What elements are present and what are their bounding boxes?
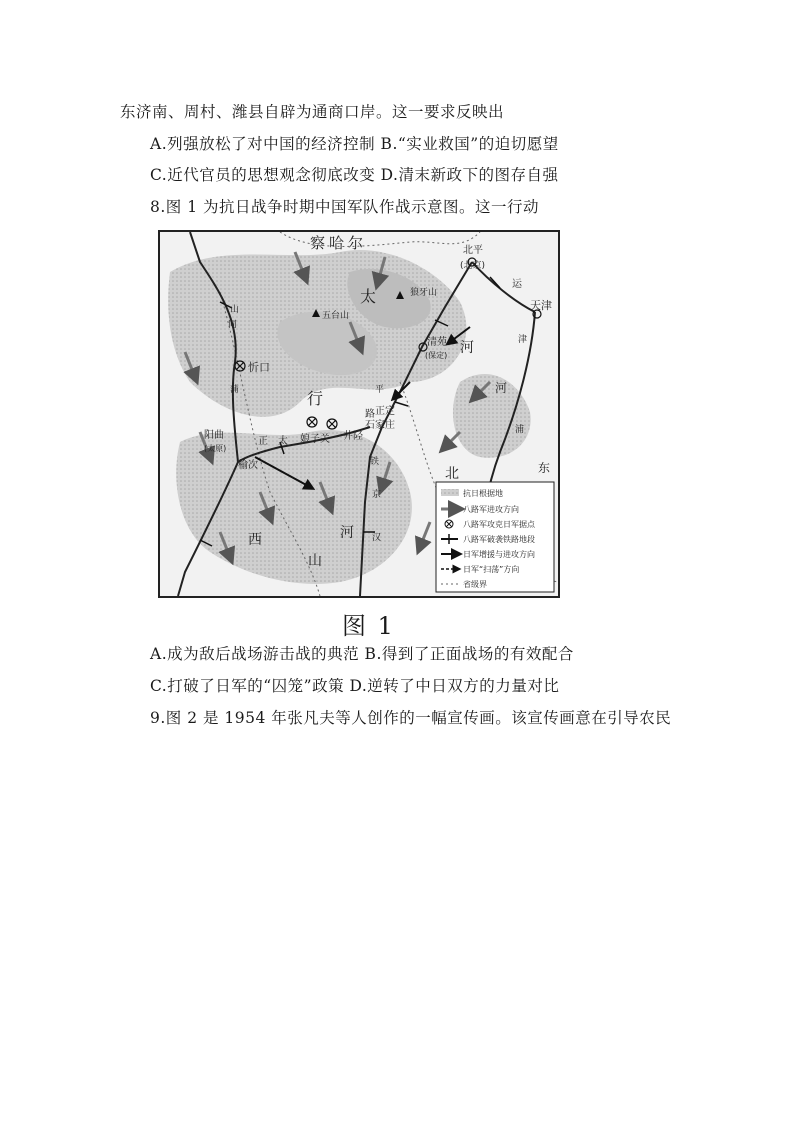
svg-text:省级界: 省级界: [463, 580, 487, 589]
label-ping: 平: [375, 385, 385, 395]
label-xinkou: 忻口: [248, 361, 270, 374]
label-tianjin: 天津: [530, 299, 552, 312]
label-hexi: 河: [495, 381, 508, 395]
label-taiyuan: (太原): [204, 444, 227, 453]
label-jingxing: 井陉: [343, 431, 363, 442]
svg-text:八路军攻克日军据点: 八路军攻克日军据点: [463, 520, 535, 529]
label-yangqu: 阳曲: [204, 430, 224, 441]
label-shijiazhuang: 石家庄: [365, 420, 395, 431]
label-langyashan: 狼牙山: [410, 288, 438, 298]
label-zheng: 正: [258, 436, 268, 447]
label-beijing: (北京): [460, 261, 486, 271]
label-han: 汉: [372, 533, 382, 543]
label-he: 河: [340, 525, 354, 541]
label-jing: 京: [372, 490, 382, 500]
label-tie: 铁: [370, 457, 380, 467]
q8-options-ab: A.成为敌后战场游击战的典范 B.得到了正面战场的有效配合: [150, 645, 574, 663]
label-shan: 山: [308, 553, 322, 569]
label-tai2: 太: [278, 436, 288, 447]
label-xi: 西: [248, 532, 262, 548]
label-yun: 运: [512, 279, 522, 290]
label-yuci: 榆次: [238, 460, 258, 471]
svg-text:日军增援与进攻方向: 日军增援与进攻方向: [463, 550, 535, 559]
q7-stem-tail: 东济南、周村、潍县自辟为通商口岸。这一要求反映出: [120, 103, 505, 121]
label-pu: 浦: [515, 425, 525, 435]
label-hang: 行: [307, 389, 324, 408]
battle-map-figure: [158, 230, 560, 598]
svg-text:日军“扫荡”方向: 日军“扫荡”方向: [463, 565, 520, 574]
label-bei: 北: [445, 466, 459, 482]
label-dong: 东: [538, 461, 551, 475]
svg-text:八路军破袭铁路地段: 八路军破袭铁路地段: [463, 535, 535, 544]
label-tong: 同: [228, 320, 238, 330]
label-he-north: 河: [460, 340, 474, 356]
label-niangziguan: 娘子关: [300, 434, 330, 445]
battle-map: [160, 232, 558, 596]
map-legend: [436, 482, 554, 592]
label-beiping: 北平: [463, 245, 483, 256]
q7-options-cd: C.近代官员的思想观念彻底改变 D.清末新政下的图存自强: [150, 166, 559, 184]
label-chahar: 察哈尔: [310, 234, 368, 252]
svg-text:抗日根据地: 抗日根据地: [463, 489, 503, 498]
q9-stem: 9.图 2 是 1954 年张凡夫等人创作的一幅宣传画。该宣传画意在引导农民: [150, 709, 672, 727]
label-lu: 路: [365, 409, 375, 420]
svg-text:八路军进攻方向: 八路军进攻方向: [463, 505, 519, 514]
label-qingyuan: 清苑: [427, 337, 447, 348]
label-shan2: 山: [230, 305, 240, 315]
label-wutaishan: 五台山: [322, 311, 350, 321]
label-tai: 太: [360, 287, 377, 306]
figure-caption: 图 1: [342, 612, 395, 640]
label-baoding: (保定): [425, 351, 448, 360]
q8-options-cd: C.打破了日军的“囚笼”政策 D.逆转了中日双方的力量对比: [150, 677, 560, 695]
label-zhengding: 正定: [375, 406, 395, 417]
label-pu2: 蒲: [230, 385, 240, 395]
q7-options-ab: A.列强放松了对中国的经济控制 B.“实业救国”的迫切愿望: [150, 135, 559, 153]
q8-stem: 8.图 1 为抗日战争时期中国军队作战示意图。这一行动: [150, 198, 540, 216]
label-jin: 津: [518, 335, 528, 345]
